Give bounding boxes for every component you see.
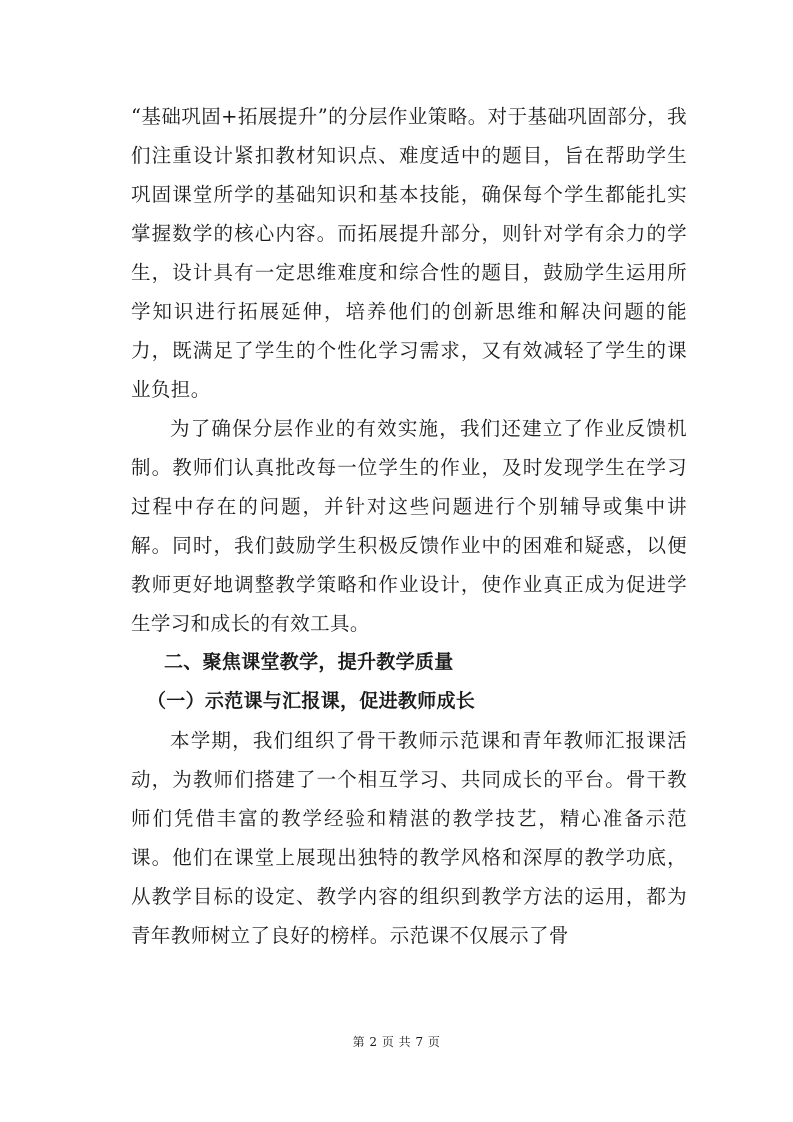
page-number-footer: 第 2 页 共 7 页 [352, 1035, 441, 1049]
section-heading-classroom-teaching: 二、聚焦课堂教学，提升教学质量 [164, 651, 454, 673]
subsection-heading-demo-lessons: （一）示范课与汇报课，促进教师成长 [147, 690, 476, 712]
paragraph-layered-homework-strategy: “基础巩固+拓展提升”的分层作业策略。对于基础巩固部分，我们注重设计紧扣教材知识点、难度适中的题目，旨在帮助学生巩固课堂所学的基础知识和基本技能，确保每个学生都能扎实掌握数学的核心内容。而拓展提升部分，则针对学有余力的学生，设计具有一定思维难度和综合性的题目，鼓励学生运用所学知识进行拓展延伸，培养他们的创新思维和解决问题的能力，既满足了学生的个性化学习需求，又有效减轻了学生的课业负担。 [131, 105, 687, 401]
paragraph-demo-lessons: 本学期，我们组织了骨干教师示范课和青年教师汇报课活动，为教师们搭建了一个相互学习、共同成长的平台。骨干教师们凭借丰富的教学经验和精湛的教学技艺，精心准备示范课。他们在课堂上展现出独特的教学风格和深厚的教学功底，从教学目标的设定、教学内容的组织到教学方法的运用，都为青年教师树立了良好的榜样。示范课不仅展示了骨 [131, 729, 687, 947]
paragraph-homework-feedback: 为了确保分层作业的有效实施，我们还建立了作业反馈机制。教师们认真批改每一位学生的作业，及时发现学生在学习过程中存在的问题，并针对这些问题进行个别辅导或集中讲解。同时，我们鼓励学生积极反馈作业中的困难和疑惑，以便教师更好地调整教学策略和作业设计，使作业真正成为促进学生学习和成长的有效工具。 [131, 417, 687, 635]
document-body [131, 97, 687, 955]
